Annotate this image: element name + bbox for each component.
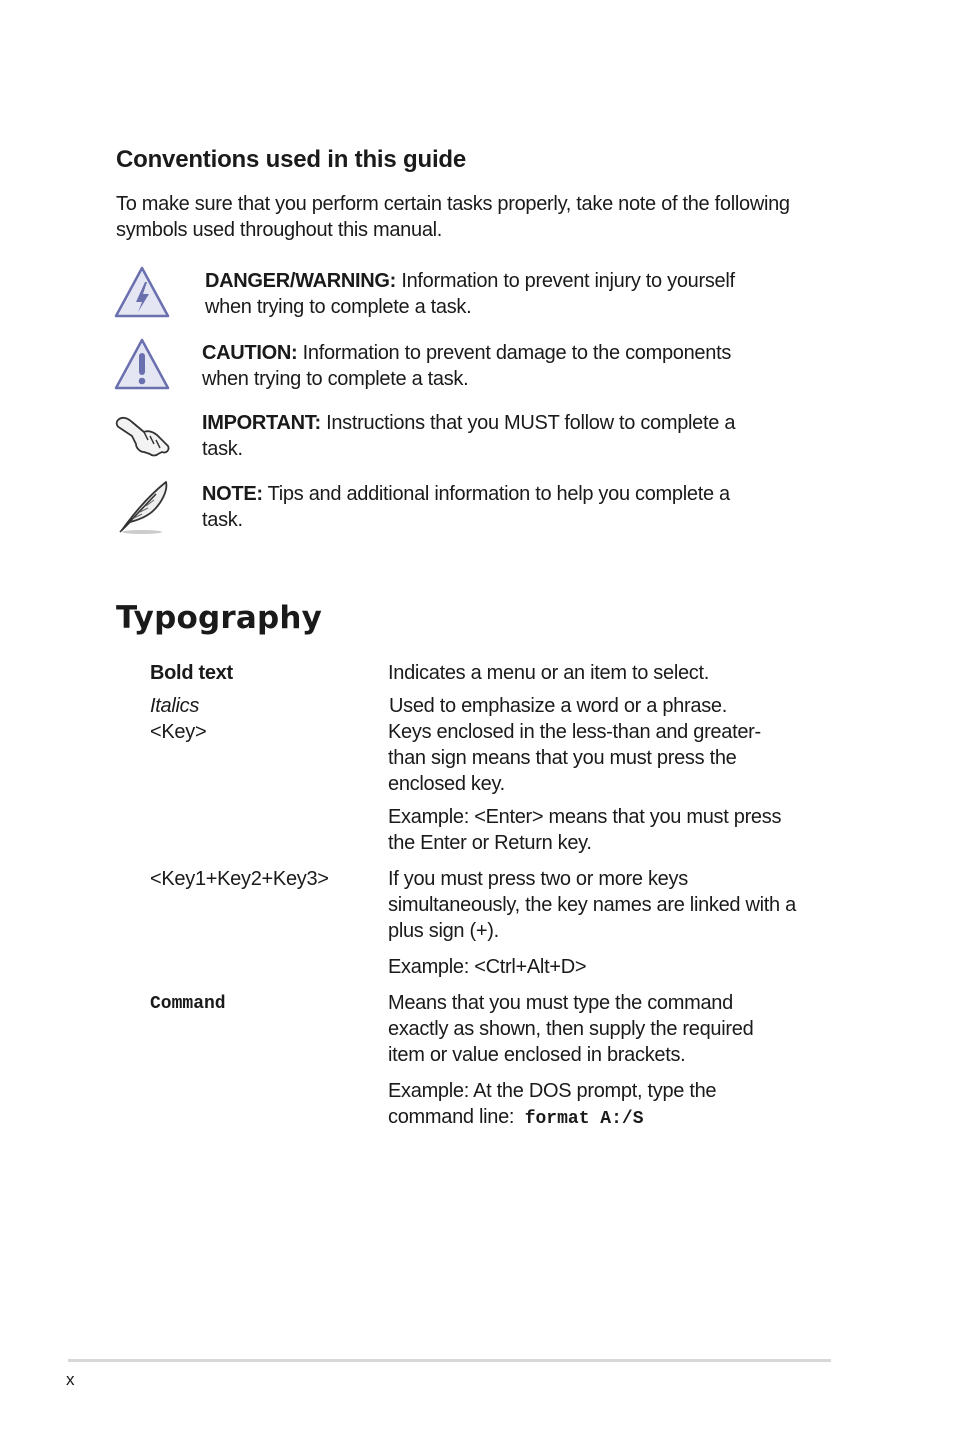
note-label: IMPORTANT: [202,412,321,434]
desc-italics: Used to emphasize a word or a phrase. [389,695,727,717]
desc-command-example [388,1078,748,1132]
note-label: CAUTION: [202,342,298,364]
desc-bold-text: Indicates a menu or an item to select. [388,662,709,684]
note-body: Information to prevent damage to the components when trying to complete a task. [202,342,732,390]
example-text: Example: At the DOS prompt, type the command line: [388,1080,717,1128]
desc-key-example: Example: <Enter> means that you must press the Enter or Return key. [388,806,782,854]
important-hand-icon [112,406,172,466]
note-label: DANGER/WARNING: [205,270,397,292]
term-italics: Italics [150,695,200,717]
note-important [202,410,762,462]
note-note [202,481,762,533]
caution-icon [112,336,172,396]
term-key: <Key> [150,721,207,743]
term-key-combo: <Key1+Key2+Key3> [150,868,329,890]
note-body: Information to prevent injury to yourself when trying to complete a task. [205,270,735,318]
note-feather-icon [112,476,172,536]
note-label: NOTE: [202,483,263,505]
desc-key-combo-example: Example: <Ctrl+Alt+D> [388,956,587,978]
term-command: Command [150,994,226,1014]
intro-paragraph: To make sure that you perform certain tasks properly, take note of the following symbols used throughout this manual. [116,193,790,241]
section-heading-typography: Typography [116,600,323,636]
term-bold-text: Bold text [150,662,233,684]
page-number: x [66,1370,75,1389]
note-caution [202,340,762,392]
example-code: format A:/S [524,1109,644,1129]
desc-key-combo: If you must press two or more keys simultaneously, the key names are linked with a plus sign (+). [388,868,796,942]
danger-warning-icon [112,264,172,324]
desc-command: Means that you must type the command exactly as shown, then supply the required item or value enclosed in brackets. [388,992,754,1066]
note-danger-warning [205,268,765,320]
footer-rule [68,1359,831,1362]
desc-key: Keys enclosed in the less-than and greater-than sign means that you must press the enclosed key. [388,721,761,795]
section-heading-conventions: Conventions used in this guide [116,146,467,173]
note-body: Instructions that you MUST follow to complete a task. [202,412,736,460]
note-body: Tips and additional information to help you complete a task. [202,483,730,531]
